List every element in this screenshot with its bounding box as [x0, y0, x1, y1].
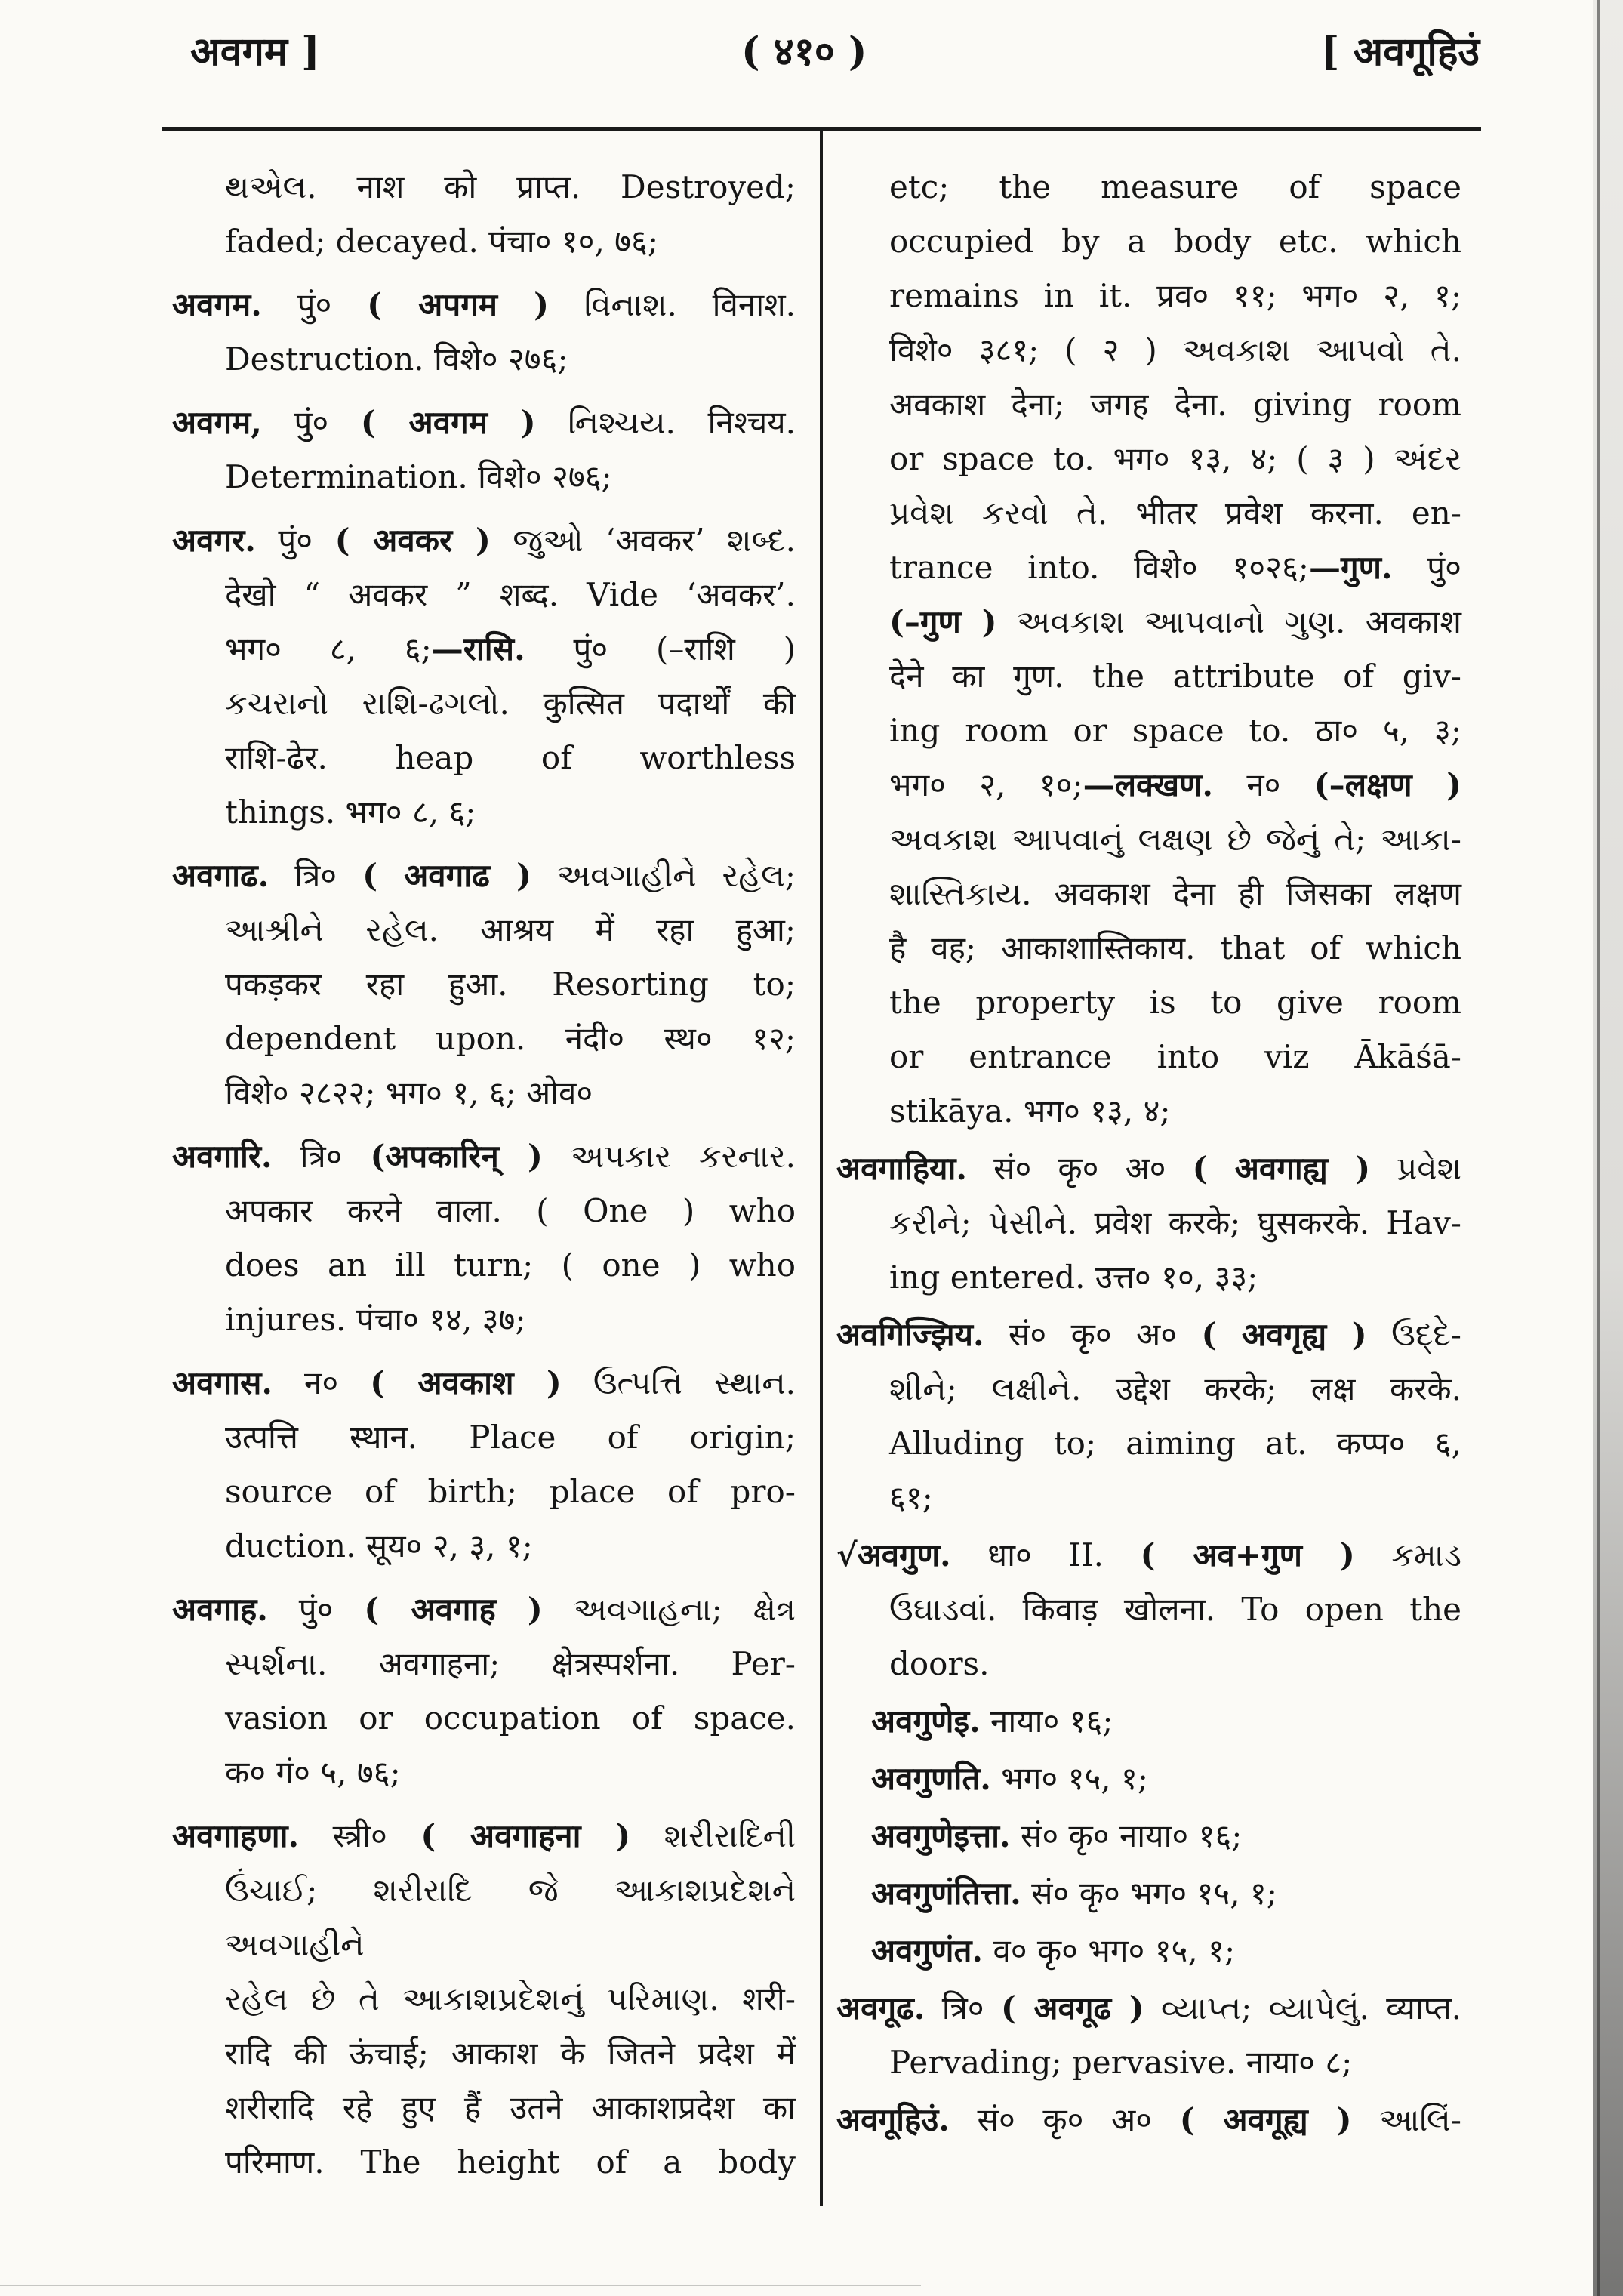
entry-line	[172, 278, 796, 332]
sanskrit-equivalent: ( अव+गुण )	[1140, 1536, 1355, 1573]
page-number: ( ४१० )	[741, 29, 867, 75]
headword: अवगर.	[172, 522, 256, 559]
inflected-form	[836, 1924, 1461, 1978]
entry-line	[836, 1981, 1461, 2036]
entry-text: सं० कृ० अ०	[949, 2101, 1180, 2138]
headword: अवगाहणा.	[172, 1817, 300, 1854]
entry-text: पुं०	[255, 522, 335, 559]
entry-line	[172, 513, 796, 568]
entry-line	[836, 1752, 1461, 1806]
dictionary-entry	[836, 1981, 1461, 2090]
entry-line: etc; the measure of space	[889, 168, 1461, 205]
headword: अवगाहिया.	[836, 1150, 968, 1187]
left-column	[172, 160, 796, 2190]
entry-line: विशे० ३८१; ( २ ) અવકાશ આપવો તે.	[889, 331, 1461, 368]
entry-continuation	[172, 160, 796, 269]
entry-text: पुं०	[261, 404, 361, 441]
entry-line: અવકાશ આપવાનું લક્ષણ છે જેનું તે; આકા-	[889, 821, 1461, 858]
entry-text: सं० कृ० अ०	[984, 1316, 1202, 1353]
dictionary-entry	[172, 1583, 796, 1800]
entry-line: stikāya. भग० १३, ४;	[889, 1093, 1171, 1130]
entry-line: or entrance into viz Ākāśā-	[889, 1038, 1461, 1075]
entry-line: उत्पत्ति स्थान. Place of origin;	[225, 1419, 796, 1456]
entry-text: स्त्री०	[299, 1817, 421, 1854]
entry-line: occupied by a body etc. which	[889, 223, 1461, 260]
dictionary-entry	[172, 278, 796, 387]
entry-line: or space to. भग० १३, ४; ( ३ ) અંદર	[889, 440, 1461, 477]
entry-text: भग० २, १०;	[889, 766, 1083, 803]
right-column	[836, 160, 1461, 2147]
entry-line: Destruction. विशे० २७६;	[225, 341, 568, 378]
entry-line	[836, 1528, 1461, 1583]
dictionary-entry	[172, 396, 796, 504]
entry-text: કમાડ	[1354, 1536, 1461, 1573]
headword: —लक्खण.	[1083, 766, 1214, 803]
entry-line	[836, 595, 1461, 649]
entry-line: ing room or space to. ठा० ५, ३;	[889, 712, 1461, 749]
headword: अवगुणंतित्ता.	[871, 1875, 1021, 1912]
entry-line: કરીને; પેસીને. प्रवेश करके; घुसकरके. Hav-	[889, 1204, 1461, 1241]
entry-line: ६१;	[889, 1479, 933, 1516]
entry-text: त्रि०	[272, 1138, 371, 1175]
entry-line: કચરાનો રાશિ-ઢગલો. कुत्सित पदार्थों की	[225, 685, 796, 722]
sanskrit-equivalent: (अपकारिन् )	[370, 1138, 543, 1175]
entry-line	[836, 758, 1461, 812]
entry-line	[836, 541, 1461, 595]
scan-bottom-line	[0, 2285, 921, 2286]
headword: अवगम.	[172, 286, 262, 323]
running-head-left: अवगम ]	[190, 29, 320, 75]
dictionary-entry	[836, 1308, 1461, 1525]
sanskrit-equivalent: ( अवगाह )	[364, 1591, 543, 1628]
inflected-form	[836, 1752, 1461, 1806]
headword: √अवगुण.	[836, 1536, 951, 1573]
inflected-form	[836, 1809, 1461, 1863]
dictionary-entry	[172, 1809, 796, 2190]
dictionary-entry	[172, 1356, 796, 1573]
entry-line: राशि-ढेर. heap of worthless	[225, 739, 796, 776]
sanskrit-equivalent: (–गुण )	[889, 603, 997, 640]
entry-text: અવકાશ આપવાનો ગુણ. अवकाश	[996, 603, 1461, 640]
entry-line	[836, 1809, 1461, 1863]
headword: अवगम,	[172, 404, 262, 441]
dictionary-entry	[172, 513, 796, 840]
entry-line: परिमाण. The height of a body	[225, 2143, 796, 2180]
entry-line: શીને; લક્ષીને. उद्देश करके; लक्ष करके.	[889, 1370, 1461, 1407]
entry-line: अवकाश देना; जगह देना. giving room	[889, 386, 1461, 423]
entry-text: सं० कृ० अ०	[967, 1150, 1193, 1187]
entry-line: ઉંચાઈ; શરીરાદિ જે આકાશપ્રદેશને અવગાહીને	[225, 1872, 796, 1963]
sanskrit-equivalent: ( अवगाहना )	[420, 1817, 631, 1854]
entry-text: न०	[1213, 766, 1314, 803]
sanskrit-equivalent: ( अवगूढ )	[1000, 1989, 1144, 2026]
entry-line: क० गं० ५, ७६;	[225, 1754, 401, 1791]
entry-line	[836, 1694, 1461, 1749]
sanskrit-equivalent: ( अवगाह्य )	[1192, 1150, 1371, 1187]
entry-line: पकड़कर रहा हुआ. Resorting to;	[225, 966, 796, 1003]
entry-line: પ્રવેશ કરવો તે. भीतर प्रवेश करना. en-	[889, 495, 1461, 532]
entry-continuation	[836, 160, 1461, 1139]
entry-text: त्रि०	[269, 857, 363, 894]
entry-text: व० कृ० भग० १५, १;	[983, 1932, 1236, 1969]
entry-text: नाया० १६;	[980, 1703, 1113, 1740]
entry-line	[172, 622, 796, 676]
entry-text: ઉદ્દે-	[1366, 1316, 1461, 1353]
entry-line: faded; decayed. पंचा० १०, ७६;	[225, 223, 658, 260]
entry-text: भग० ८, ६;	[225, 630, 432, 667]
entry-line: સ્પર્શના. अवगाहना; क्षेत्रस्पर्शना. Per-	[225, 1645, 796, 1682]
dictionary-entry	[172, 849, 796, 1120]
entry-text: પ્રવેશ	[1370, 1150, 1461, 1187]
dictionary-entry	[172, 1130, 796, 1347]
entry-line: remains in it. प्रव० ११; भग० २, १;	[889, 277, 1461, 314]
entry-text: અવગાહીને રહેલ;	[531, 857, 796, 894]
entry-line: dependent upon. नंदी० स्थ० १२;	[225, 1020, 796, 1057]
dictionary-entry	[836, 2093, 1461, 2147]
headword: अवगास.	[172, 1364, 273, 1401]
entry-line: duction. सूय० २, ३, १;	[225, 1527, 533, 1564]
entry-text: धा० II.	[950, 1536, 1141, 1573]
entry-text: पुं०	[1392, 549, 1461, 586]
entry-text: જુઓ ‘अवकर’ શબ્દ.	[490, 522, 796, 559]
entry-line: अपकार करने वाला. ( One ) who	[225, 1192, 796, 1229]
headword: —रासि.	[431, 630, 525, 667]
entry-line	[172, 849, 796, 903]
entry-text: આલિં-	[1351, 2101, 1461, 2138]
entry-text: વિનાશ. विनाश.	[548, 286, 796, 323]
sanskrit-equivalent: ( अवगम )	[360, 404, 536, 441]
entry-line: Pervading; pervasive. नाया० ८;	[889, 2044, 1353, 2081]
entry-line: શાસ્તિકાય. अवकाश देना ही जिसका लक्षण	[889, 875, 1461, 912]
entry-text: શરીરાદિની	[630, 1817, 796, 1854]
sanskrit-equivalent: ( अवकर )	[334, 522, 491, 559]
entry-line: है वह; आकाशास्तिकाय. that of which	[889, 929, 1461, 966]
dictionary-entry	[836, 1142, 1461, 1305]
scan-edge-line	[1597, 0, 1600, 2296]
dictionary-entry	[836, 1528, 1461, 1691]
entry-line: source of birth; place of pro-	[225, 1473, 796, 1510]
sanskrit-equivalent: (–लक्षण )	[1313, 766, 1461, 803]
sanskrit-equivalent: ( अवकाश )	[370, 1364, 562, 1401]
entry-line: the property is to give room	[889, 984, 1461, 1021]
entry-text: ઉત્પત્તિ સ્થાન.	[561, 1364, 796, 1401]
entry-line: शरीरादि रहे हुए हैं उतने आकाशप्रदेश का	[225, 2089, 796, 2126]
entry-line: ઉઘાડવાં. किवाड़ खोलना. To open the	[889, 1591, 1461, 1628]
headword: अवगुणेइत्ता.	[871, 1817, 1011, 1854]
entry-line: doors.	[889, 1645, 990, 1682]
entry-text: વ્યાપ્ત; વ્યાપેલું. व्याप्त.	[1144, 1989, 1461, 2026]
sanskrit-equivalent: ( अपगम )	[367, 286, 549, 323]
entry-line	[836, 1142, 1461, 1196]
entry-text: અપકાર કરનાર.	[542, 1138, 796, 1175]
inflected-form	[836, 1866, 1461, 1921]
entry-line: આશ્રીને રહેલ. आश्रय में रहा हुआ;	[225, 911, 796, 948]
entry-line: થએલ. नाश को प्राप्त. Destroyed;	[225, 168, 796, 205]
entry-text: भग० १५, १;	[990, 1760, 1148, 1797]
entry-line	[172, 1130, 796, 1184]
entry-line	[172, 1583, 796, 1637]
entry-text: trance into. विशे० १०२६;	[889, 549, 1309, 586]
entry-line: देने का गुण. the attribute of giv-	[889, 658, 1461, 695]
entry-line: विशे० २८२२; भग० १, ६; ओव०	[225, 1074, 593, 1111]
inflected-form	[836, 1694, 1461, 1749]
entry-line: ing entered. उत्त० १०, ३३;	[889, 1259, 1258, 1296]
headword: अवगाढ.	[172, 857, 269, 894]
sanskrit-equivalent: ( अवगृह्य )	[1201, 1316, 1367, 1353]
entry-line: रादि की ऊंचाई; आकाश के जितने प्रदेश में	[225, 2035, 796, 2072]
entry-line	[172, 1809, 796, 1863]
entry-line: રહેલ છે તે આકાશપ્રદેશનું પરિમાણ. शरी-	[225, 1980, 796, 2017]
entry-line: injures. पंचा० १४, ३७;	[225, 1301, 526, 1338]
entry-line: Determination. विशे० २७६;	[225, 458, 612, 495]
entry-line: देखो “ अवकर ” शब्द. Vide ‘अवकर’.	[225, 576, 796, 613]
sanskrit-equivalent: ( अवगाढ )	[362, 857, 531, 894]
headword: अवगुणंत.	[871, 1932, 984, 1969]
headword: अवगिज्झिय.	[836, 1316, 984, 1353]
entry-line: Alluding to; aiming at. कप्प० ६,	[889, 1425, 1461, 1462]
entry-line: vasion or occupation of space.	[225, 1700, 796, 1737]
headword: अवगूहिउं.	[836, 2101, 950, 2138]
entry-text: पुं०	[267, 1591, 365, 1628]
headword: अवगारि.	[172, 1138, 273, 1175]
entry-line	[172, 396, 796, 450]
entry-line	[836, 1308, 1461, 1362]
sanskrit-equivalent: ( अवगूह्य )	[1179, 2101, 1352, 2138]
column-divider	[820, 131, 823, 2206]
entry-line: things. भग० ८, ६;	[225, 794, 476, 831]
headword: अवगुणेइ.	[871, 1703, 981, 1740]
headword: अवगुणति.	[871, 1760, 991, 1797]
entry-line	[836, 2093, 1461, 2147]
headword: अवगूढ.	[836, 1989, 925, 2026]
running-head-right: [ अवगूहिउं	[1320, 29, 1480, 75]
entry-text: નિશ્ચય. निश्चय.	[535, 404, 796, 441]
entry-text: न०	[272, 1364, 371, 1401]
entry-text: पुं० (–राशि )	[525, 630, 796, 667]
headword: —गुण.	[1308, 549, 1393, 586]
entry-line	[836, 1924, 1461, 1978]
entry-text: त्रि०	[925, 1989, 1001, 2026]
entry-text: सं० कृ० नाया० १६;	[1010, 1817, 1243, 1854]
entry-text: सं० कृ० भग० १५, १;	[1021, 1875, 1277, 1912]
entry-line: does an ill turn; ( one ) who	[225, 1247, 796, 1284]
entry-line	[836, 1866, 1461, 1921]
entry-text: पुं०	[261, 286, 368, 323]
entry-text: અવગાહના; ક્ષેત્ર	[542, 1591, 796, 1628]
headword: अवगाह.	[172, 1591, 268, 1628]
entry-line	[172, 1356, 796, 1410]
